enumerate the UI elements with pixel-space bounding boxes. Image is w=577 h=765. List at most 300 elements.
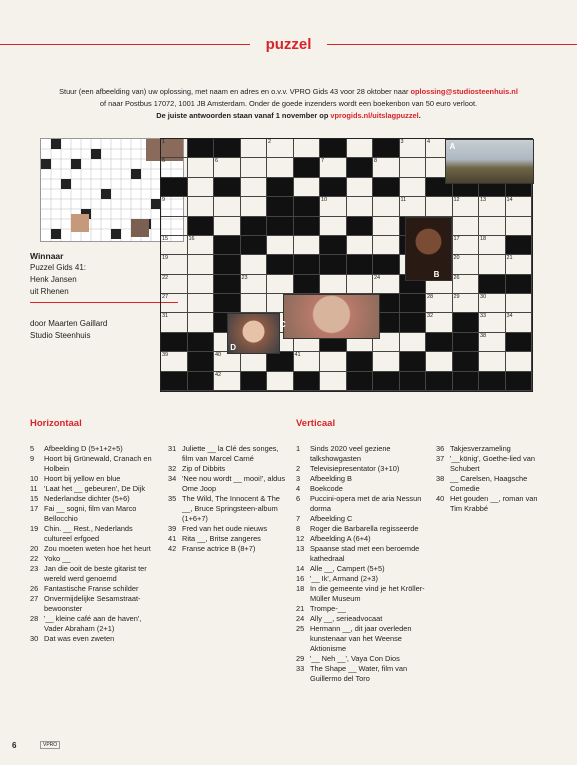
clue-item-number: 39	[168, 524, 177, 533]
clue-item-text: Alle __, Campert (5+5)	[310, 564, 385, 573]
clue-item-number: 30	[30, 634, 39, 643]
clue-number: 19	[162, 255, 169, 262]
grid-block	[188, 352, 215, 371]
grid-cell[interactable]	[188, 294, 215, 313]
clue-number: 22	[162, 274, 169, 281]
clue-item-text: Afbeelding D (5+1+2+5)	[44, 444, 123, 453]
grid-cell[interactable]	[267, 372, 294, 391]
grid-cell[interactable]	[188, 275, 215, 294]
clue-item	[296, 564, 432, 574]
clue-item-number: 17	[30, 504, 39, 513]
grid-cell[interactable]	[294, 139, 321, 158]
grid-cell[interactable]	[506, 352, 533, 371]
grid-block	[506, 275, 533, 294]
grid-cell[interactable]	[241, 197, 268, 216]
grid-block	[294, 217, 321, 236]
clue-number: 11	[400, 197, 407, 204]
page-title: puzzel	[265, 36, 312, 53]
picture-a	[445, 139, 534, 184]
clue-number: 32	[427, 313, 434, 320]
clue-item	[30, 494, 162, 504]
grid-cell[interactable]	[214, 217, 241, 236]
grid-block	[188, 333, 215, 352]
grid-block	[267, 255, 294, 274]
clue-number: 9	[162, 197, 166, 204]
picture-c	[279, 294, 380, 339]
clue-item	[436, 444, 548, 454]
clue-item-text: '__ Ik', Armand (2+3)	[310, 574, 378, 583]
grid-block	[241, 372, 268, 391]
clue-item-number: 4	[296, 484, 301, 493]
verticaal-clues-col2	[436, 444, 548, 514]
grid-cell[interactable]	[479, 217, 506, 236]
grid-block	[267, 178, 294, 197]
footer-logo: VPRO	[40, 741, 60, 749]
grid-block	[347, 352, 374, 371]
clue-number: 23	[241, 274, 248, 281]
clue-item	[168, 474, 290, 494]
clue-number: 4	[427, 139, 431, 145]
grid-block	[347, 217, 374, 236]
clue-item-text: Hoort bij yellow en blue	[44, 474, 121, 483]
clue-item-text: '__könig', Goethe-lied van Schubert	[450, 454, 535, 473]
clue-item	[296, 614, 432, 624]
clue-number: 1	[162, 139, 166, 145]
clue-number: 26	[453, 274, 460, 281]
grid-block	[161, 333, 188, 352]
clue-item-number: 35	[168, 494, 177, 503]
horizontaal-heading: Horizontaal	[30, 418, 82, 429]
horizontaal-clues-col1	[30, 444, 162, 644]
intro-line2: of naar Postbus 17072, 1001 JB Amsterdam. Onder de goede inzenders wordt een boekenbon van 50 euro verloot.	[99, 99, 478, 108]
clue-item	[296, 604, 432, 614]
clue-number: 31	[162, 313, 169, 320]
clue-number: 12	[453, 197, 460, 204]
clue-item-number: 24	[296, 614, 305, 623]
clue-item	[296, 514, 432, 524]
clue-item-number: 33	[296, 664, 305, 673]
clue-item-text: Onvermijdelijke Sesamstraat-bewoonster	[44, 594, 141, 613]
clue-number: 40	[215, 352, 222, 359]
results-link[interactable]: vprogids.nl/uitslagpuzzel	[330, 111, 419, 120]
clue-item-number: 9	[30, 454, 35, 463]
grid-block	[267, 217, 294, 236]
clue-item	[168, 524, 290, 534]
intro-line1: Stuur (een afbeelding van) uw oplossing, met naam en adres en o.v.v. VPRO Gids 43 voor 28 oktober naar	[59, 87, 411, 96]
clue-item-number: 7	[296, 514, 301, 523]
clue-item	[30, 564, 162, 584]
clue-item	[30, 524, 162, 544]
grid-block	[214, 294, 241, 313]
grid-block	[400, 352, 427, 371]
grid-cell[interactable]	[241, 158, 268, 177]
clue-item	[296, 574, 432, 584]
clue-item-number: 19	[30, 524, 39, 533]
picture-label: C	[279, 320, 286, 330]
clue-item-text: Takjesverzameling	[450, 444, 511, 453]
clue-item-number: 34	[168, 474, 177, 483]
grid-cell[interactable]	[294, 178, 321, 197]
grid-block	[373, 372, 400, 391]
crossword-grid[interactable]	[160, 138, 533, 392]
email-link[interactable]: oplossing@studiosteenhuis.nl	[410, 87, 518, 96]
clue-number: 38	[480, 332, 487, 339]
grid-cell[interactable]	[373, 236, 400, 255]
grid-cell[interactable]	[320, 275, 347, 294]
grid-cell[interactable]	[347, 275, 374, 294]
horizontaal-clues-col2	[168, 444, 290, 554]
clue-number: 39	[162, 352, 169, 359]
clue-number: 24	[374, 274, 381, 281]
clue-item	[436, 494, 548, 514]
clue-item-text: Sinds 2020 veel geziene talkshowgasten	[310, 444, 391, 463]
clue-item	[296, 624, 432, 654]
clue-item	[30, 544, 162, 554]
clue-item-text: Franse actrice B (8+7)	[182, 544, 256, 553]
clue-item-text: __ Carelsen, Haagsche Comedie	[450, 474, 528, 493]
grid-cell[interactable]	[373, 352, 400, 371]
clue-item-text: Afbeelding A (6+4)	[310, 534, 371, 543]
clue-item-number: 41	[168, 534, 177, 543]
clue-item-number: 14	[296, 564, 305, 573]
clue-number: 15	[162, 235, 169, 242]
clue-item	[296, 534, 432, 544]
clue-item-text: Yoko __	[44, 554, 71, 563]
clue-number: 5	[162, 158, 166, 165]
grid-block	[506, 372, 533, 391]
clue-item-text: Boekcode	[310, 484, 343, 493]
clue-item-number: 16	[296, 574, 305, 583]
grid-cell[interactable]	[267, 275, 294, 294]
grid-cell[interactable]	[241, 352, 268, 371]
clue-item-number: 23	[30, 564, 39, 573]
grid-cell[interactable]	[347, 178, 374, 197]
clue-item-text: '__ Neh __', Vaya Con Dios	[310, 654, 400, 663]
grid-block	[161, 178, 188, 197]
grid-block	[373, 178, 400, 197]
clue-item-number: 12	[296, 534, 305, 543]
grid-cell[interactable]	[241, 178, 268, 197]
clue-item-text: Nederlandse dichter (5+6)	[44, 494, 130, 503]
winner-heading: Winnaar	[30, 251, 64, 261]
grid-cell[interactable]	[400, 158, 427, 177]
verticaal-heading: Verticaal	[296, 418, 336, 429]
clue-item	[296, 524, 432, 534]
clue-number: 14	[506, 197, 513, 204]
grid-cell[interactable]	[506, 294, 533, 313]
grid-block	[267, 352, 294, 371]
separator-line	[30, 302, 178, 303]
picture-label: A	[449, 142, 456, 151]
winner-name: Henk Jansen	[30, 275, 77, 284]
clue-item-number: 15	[30, 494, 39, 503]
clue-number: 29	[453, 294, 460, 301]
clue-item-text: Fai __ sogni, film van Marco Bellocchio	[44, 504, 137, 523]
clue-item-number: 40	[436, 494, 445, 503]
clue-item-number: 27	[30, 594, 39, 603]
clue-item	[296, 544, 432, 564]
grid-cell[interactable]	[347, 197, 374, 216]
clue-item-text: '__ kleine café aan de haven', Vader Abraham (2+1)	[44, 614, 142, 633]
clue-item	[436, 474, 548, 494]
clue-item-text: Roger die Barbarella regisseerde	[310, 524, 419, 533]
clue-item-number: 36	[436, 444, 445, 453]
winner-line: Puzzel Gids 41:	[30, 263, 87, 272]
clue-number: 28	[427, 294, 434, 301]
clue-item	[30, 454, 162, 474]
clue-item-number: 25	[296, 624, 305, 633]
clue-item	[30, 634, 162, 644]
grid-block	[214, 178, 241, 197]
clue-number: 16	[188, 235, 195, 242]
clue-item-number: 26	[30, 584, 39, 593]
grid-block	[214, 139, 241, 158]
grid-block	[347, 255, 374, 274]
clue-number: 41	[294, 352, 301, 359]
grid-cell[interactable]	[214, 197, 241, 216]
grid-cell[interactable]	[506, 217, 533, 236]
clue-number: 34	[506, 313, 513, 320]
clue-item-text: Puccini-opera met de aria Nessun dorma	[310, 494, 422, 513]
clue-item	[296, 444, 432, 464]
grid-block	[506, 333, 533, 352]
grid-block	[188, 217, 215, 236]
grid-block	[320, 178, 347, 197]
clue-item-text: Fantastische Franse schilder	[44, 584, 139, 593]
clue-item	[296, 494, 432, 514]
clue-item-number: 22	[30, 554, 39, 563]
clue-item	[168, 534, 290, 544]
grid-cell[interactable]	[347, 139, 374, 158]
grid-block	[373, 255, 400, 274]
clue-item-text: 'Nee nou wordt __ mooi!', aldus Ome Joop	[182, 474, 286, 493]
clue-number: 21	[506, 255, 513, 262]
grid-cell[interactable]	[320, 217, 347, 236]
grid-block	[453, 333, 480, 352]
grid-cell[interactable]	[426, 352, 453, 371]
grid-block	[320, 255, 347, 274]
grid-cell[interactable]	[479, 352, 506, 371]
grid-block	[241, 217, 268, 236]
grid-block	[214, 236, 241, 255]
clue-item	[168, 544, 290, 554]
grid-block	[347, 372, 374, 391]
picture-label: D	[230, 342, 237, 352]
grid-cell[interactable]	[188, 158, 215, 177]
grid-cell[interactable]	[400, 333, 427, 352]
grid-block	[506, 236, 533, 255]
grid-cell[interactable]	[373, 217, 400, 236]
clue-item-number: 13	[296, 544, 305, 553]
clue-item	[296, 584, 432, 604]
winner-place: uit Rhenen	[30, 287, 69, 296]
clue-item	[296, 474, 432, 484]
clue-number: 6	[215, 158, 219, 165]
clue-item-text: Jan die ooit de beste gitarist ter wereld werd genoemd	[44, 564, 147, 583]
grid-cell[interactable]	[241, 294, 268, 313]
grid-cell[interactable]	[479, 255, 506, 274]
clue-number: 27	[162, 294, 169, 301]
clue-item	[168, 494, 290, 524]
credit-block	[30, 318, 107, 342]
grid-block	[320, 139, 347, 158]
grid-cell[interactable]	[320, 372, 347, 391]
grid-cell[interactable]	[267, 158, 294, 177]
grid-cell[interactable]	[267, 236, 294, 255]
clue-item	[296, 464, 432, 474]
grid-block	[373, 139, 400, 158]
grid-block	[400, 372, 427, 391]
grid-block	[214, 255, 241, 274]
clue-number: 13	[480, 197, 487, 204]
clue-item-number: 37	[436, 454, 445, 463]
clue-item-number: 18	[296, 584, 305, 593]
grid-cell[interactable]	[188, 313, 215, 332]
clue-item-text: Zou moeten weten hoe het heurt	[44, 544, 151, 553]
credit-author: door Maarten Gaillard	[30, 319, 108, 328]
clue-item-number: 32	[168, 464, 177, 473]
clue-item-number: 5	[30, 444, 35, 453]
clue-number: 2	[268, 139, 272, 145]
grid-block	[188, 372, 215, 391]
clue-item-text: Dat was even zweten	[44, 634, 115, 643]
clue-item-text: 'Laat het __ gebeuren', De Dijk	[44, 484, 146, 493]
grid-block	[400, 294, 427, 313]
clue-item	[30, 614, 162, 634]
grid-cell[interactable]	[294, 236, 321, 255]
clue-item	[168, 464, 290, 474]
grid-block	[294, 158, 321, 177]
verticaal-clues-col1	[296, 444, 432, 684]
clue-number: 18	[480, 235, 487, 242]
clue-item	[168, 444, 290, 464]
clue-item	[30, 594, 162, 614]
clue-item-text: Afbeelding B	[310, 474, 352, 483]
clue-item-number: 42	[168, 544, 177, 553]
clue-item	[296, 664, 432, 684]
clue-item-text: Hoort bij Grünewald, Cranach en Holbein	[44, 454, 152, 473]
clue-item-number: 2	[296, 464, 301, 473]
clue-item-text: Ally __, serieadvocaat	[310, 614, 383, 623]
grid-block	[400, 313, 427, 332]
clue-item	[436, 454, 548, 474]
grid-cell[interactable]	[453, 217, 480, 236]
grid-block	[214, 275, 241, 294]
grid-block	[453, 352, 480, 371]
picture-d	[227, 313, 279, 354]
grid-block	[426, 372, 453, 391]
grid-block	[426, 333, 453, 352]
clue-item-text: In die gemeente vind je het Kröller-Müller Museum	[310, 584, 425, 603]
grid-block	[188, 139, 215, 158]
clue-item-text: Trompe-__	[310, 604, 346, 613]
clue-item-number: 3	[296, 474, 301, 483]
grid-cell[interactable]	[347, 236, 374, 255]
clue-item-number: 21	[296, 604, 305, 613]
grid-block	[347, 158, 374, 177]
page-number: 6	[12, 741, 17, 750]
clue-item-number: 10	[30, 474, 39, 483]
grid-block	[294, 372, 321, 391]
grid-block	[294, 197, 321, 216]
clue-item	[296, 484, 432, 494]
clue-item-number: 28	[30, 614, 39, 623]
grid-cell[interactable]	[426, 197, 453, 216]
winner-block	[30, 250, 86, 298]
clue-number: 30	[480, 294, 487, 301]
clue-number: 17	[453, 235, 460, 242]
clue-number: 42	[215, 371, 222, 378]
intro-line3: De juiste antwoorden staan vanaf 1 november op	[156, 111, 331, 120]
clue-item-number: 20	[30, 544, 39, 553]
grid-block	[267, 197, 294, 216]
clue-item	[30, 584, 162, 594]
grid-cell[interactable]	[241, 255, 268, 274]
clue-item-text: The Wild, The Innocent & The __, Bruce Springsteen-album (1+6+7)	[182, 494, 280, 523]
grid-block	[479, 372, 506, 391]
clue-item-text: Rita __, Britse zangeres	[182, 534, 261, 543]
clue-number: 33	[480, 313, 487, 320]
clue-item-number: 8	[296, 524, 301, 533]
grid-block	[453, 313, 480, 332]
clue-item-text: Hermann __, dit jaar overleden kunstenaar van het Weense Aktionisme	[310, 624, 412, 653]
clue-item	[30, 504, 162, 524]
clue-number: 20	[453, 255, 460, 262]
clue-item-text: Juliette __ la Clé des songes, film van Marcel Carné	[182, 444, 279, 463]
clue-item	[30, 444, 162, 454]
clue-item-text: Televisiepresentator (3+10)	[310, 464, 400, 473]
clue-item-number: 29	[296, 654, 305, 663]
grid-block	[294, 275, 321, 294]
grid-cell[interactable]	[188, 197, 215, 216]
credit-studio: Studio Steenhuis	[30, 331, 91, 340]
grid-cell[interactable]	[400, 178, 427, 197]
clue-item-text: Fred van het oude nieuws	[182, 524, 268, 533]
grid-cell[interactable]	[373, 197, 400, 216]
clue-item-text: The Shape __ Water, film van Guillermo del Toro	[310, 664, 408, 683]
grid-block	[241, 236, 268, 255]
clue-item	[30, 474, 162, 484]
picture-b	[405, 217, 452, 281]
grid-cell[interactable]	[241, 139, 268, 158]
grid-cell[interactable]	[188, 255, 215, 274]
clue-item-number: 1	[296, 444, 301, 453]
clue-item	[30, 554, 162, 564]
clue-item-number: 31	[168, 444, 177, 453]
intro-text: Stuur (een afbeelding van) uw oplossing, met naam en adres en o.v.v. VPRO Gids 43 voor 28 oktober naar oplossing@studiosteenhuis.nl of naar Postbus 17072, 1001 JB Amsterdam. Onder de goede inzenders wordt een boekenbon van 50 euro verloot. De juiste antwoorden staan vanaf 1 november op vprogids.nl/uitslagpuzzel.	[40, 86, 537, 122]
grid-block	[294, 255, 321, 274]
grid-cell[interactable]	[161, 217, 188, 236]
grid-block	[320, 236, 347, 255]
clue-item	[30, 484, 162, 494]
clue-item	[296, 654, 432, 664]
clue-item-number: 6	[296, 494, 301, 503]
clue-item-number: 11	[30, 484, 38, 493]
clue-item-text: Afbeelding C	[310, 514, 353, 523]
clue-item-text: Het gouden __, roman van Tim Krabbé	[450, 494, 538, 513]
clue-number: 7	[321, 158, 325, 165]
clue-number: 3	[400, 139, 404, 145]
clue-item-text: Zip of Dibbits	[182, 464, 226, 473]
clue-item-number: 38	[436, 474, 445, 483]
clue-number: 10	[321, 197, 328, 204]
grid-cell[interactable]	[320, 352, 347, 371]
clue-item-text: Spaanse stad met een beroemde kathedraal	[310, 544, 420, 563]
grid-block	[479, 275, 506, 294]
grid-cell[interactable]	[188, 178, 215, 197]
clue-number: 8	[374, 158, 378, 165]
grid-block	[453, 372, 480, 391]
